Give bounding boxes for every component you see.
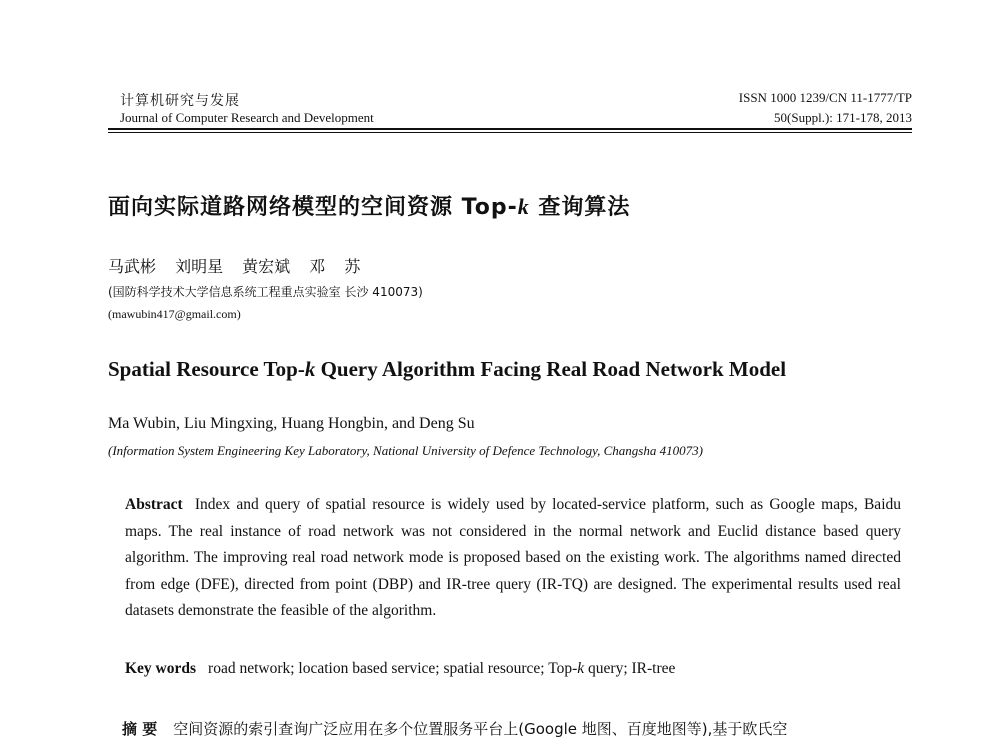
keywords-en — [125, 660, 675, 678]
header-rule-thick — [108, 128, 912, 130]
affiliation-cn: (国防科学技术大学信息系统工程重点实验室 长沙 410073) — [108, 285, 423, 299]
keywords-label: Key words — [125, 660, 197, 677]
authors-en: Ma Wubin, Liu Mingxing, Huang Hongbin, and Deng Su — [108, 415, 475, 432]
keywords-text-suffix: query; IR-tree — [584, 660, 676, 677]
header-rule-thin — [108, 132, 912, 133]
title-en-prefix: Spatial Resource Top- — [108, 357, 305, 381]
authors-cn: 马武彬 刘明星 黄宏斌 邓 苏 — [108, 257, 361, 276]
abstract-label: Abstract — [125, 496, 183, 513]
abstract-text: Index and query of spatial resource is widely used by located-service platform, such as Google maps, Baidu maps. The real instance of road network was not considered in the normal network and Euclid distance based query algorithm. The improving real road network mode is proposed based on the existing work. The algorithms named directed from edge (DFE), directed from point (DBP) and IR-tree query (IR-TQ) are designed. The experimental results used real datasets demonstrate the feasible of the algorithm. — [125, 496, 901, 620]
abstract-cn-label: 摘 要 — [122, 720, 158, 738]
title-cn-prefix: 面向实际道路网络模型的空间资源 Top- — [108, 195, 518, 220]
abstract-cn — [122, 718, 787, 739]
title-cn-suffix: 查询算法 — [529, 195, 631, 220]
author-email: (mawubin417@gmail.com) — [108, 307, 241, 321]
title-en-k: k — [304, 357, 316, 381]
abstract-cn-text: 空间资源的索引查询广泛应用在多个位置服务平台上(Google 地图、百度地图等),基于欧氏空 — [173, 720, 788, 738]
journal-title-en: Journal of Computer Research and Development — [120, 110, 374, 125]
title-cn-k: k — [517, 194, 530, 219]
issn-line: ISSN 1000 1239/CN 11-1777/TP — [738, 90, 912, 105]
volume-line: 50(Suppl.): 171-178, 2013 — [774, 110, 912, 125]
keywords-k: k — [577, 660, 585, 677]
affiliation-en: (Information System Engineering Key Laboratory, National University of Defence Technology, Changsha 410073) — [108, 443, 703, 458]
paper-title-cn — [108, 190, 630, 221]
abstract-en — [125, 492, 901, 625]
title-en-suffix: Query Algorithm Facing Real Road Network Model — [315, 357, 787, 381]
keywords-text-prefix: road network; location based service; spatial resource; Top- — [208, 660, 578, 677]
paper-title-en — [108, 357, 786, 382]
journal-title-cn: 计算机研究与发展 — [120, 94, 240, 109]
